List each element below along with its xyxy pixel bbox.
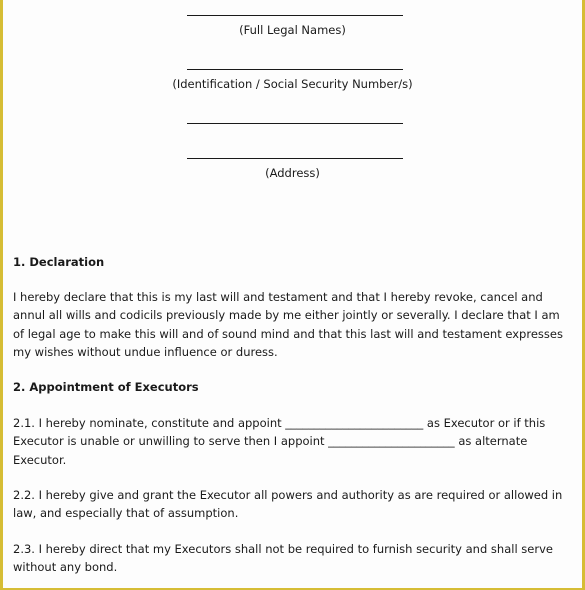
declaration-heading: 1. Declaration	[13, 255, 105, 269]
address-caption: (Address)	[265, 166, 320, 180]
full-legal-names-line	[187, 15, 403, 16]
clause-2-3: 2.3. I hereby direct that my Executors shall not be required to furnish security and shall serve without any bond.	[13, 542, 553, 575]
address-line-1	[187, 123, 403, 124]
clause-2-2: 2.2. I hereby give and grant the Executor all powers and authority as are required or allowed in law, and especially that of assumption.	[13, 488, 563, 521]
executors-heading: 2. Appointment of Executors	[13, 380, 199, 394]
clause-2-1: 2.1. I hereby nominate, constitute and appoint ________________________ as Executor or if this Executor is unable or unwilling to serve then I appoint ______________________ as alternate Executor.	[13, 416, 546, 467]
identification-line	[187, 69, 403, 70]
address-line-2	[187, 158, 403, 159]
identification-caption: (Identification / Social Security Number/s)	[172, 77, 413, 91]
declaration-body: I hereby declare that this is my last will and testament and that I hereby revoke, cancel and annul all wills and codicils previously made by me either jointly or severally. I declare that I am of legal age to make this will and of sound mind and that this last will and testament expresses my wishes without undue influence or duress.	[13, 290, 563, 360]
full-legal-names-caption: (Full Legal Names)	[239, 23, 346, 37]
